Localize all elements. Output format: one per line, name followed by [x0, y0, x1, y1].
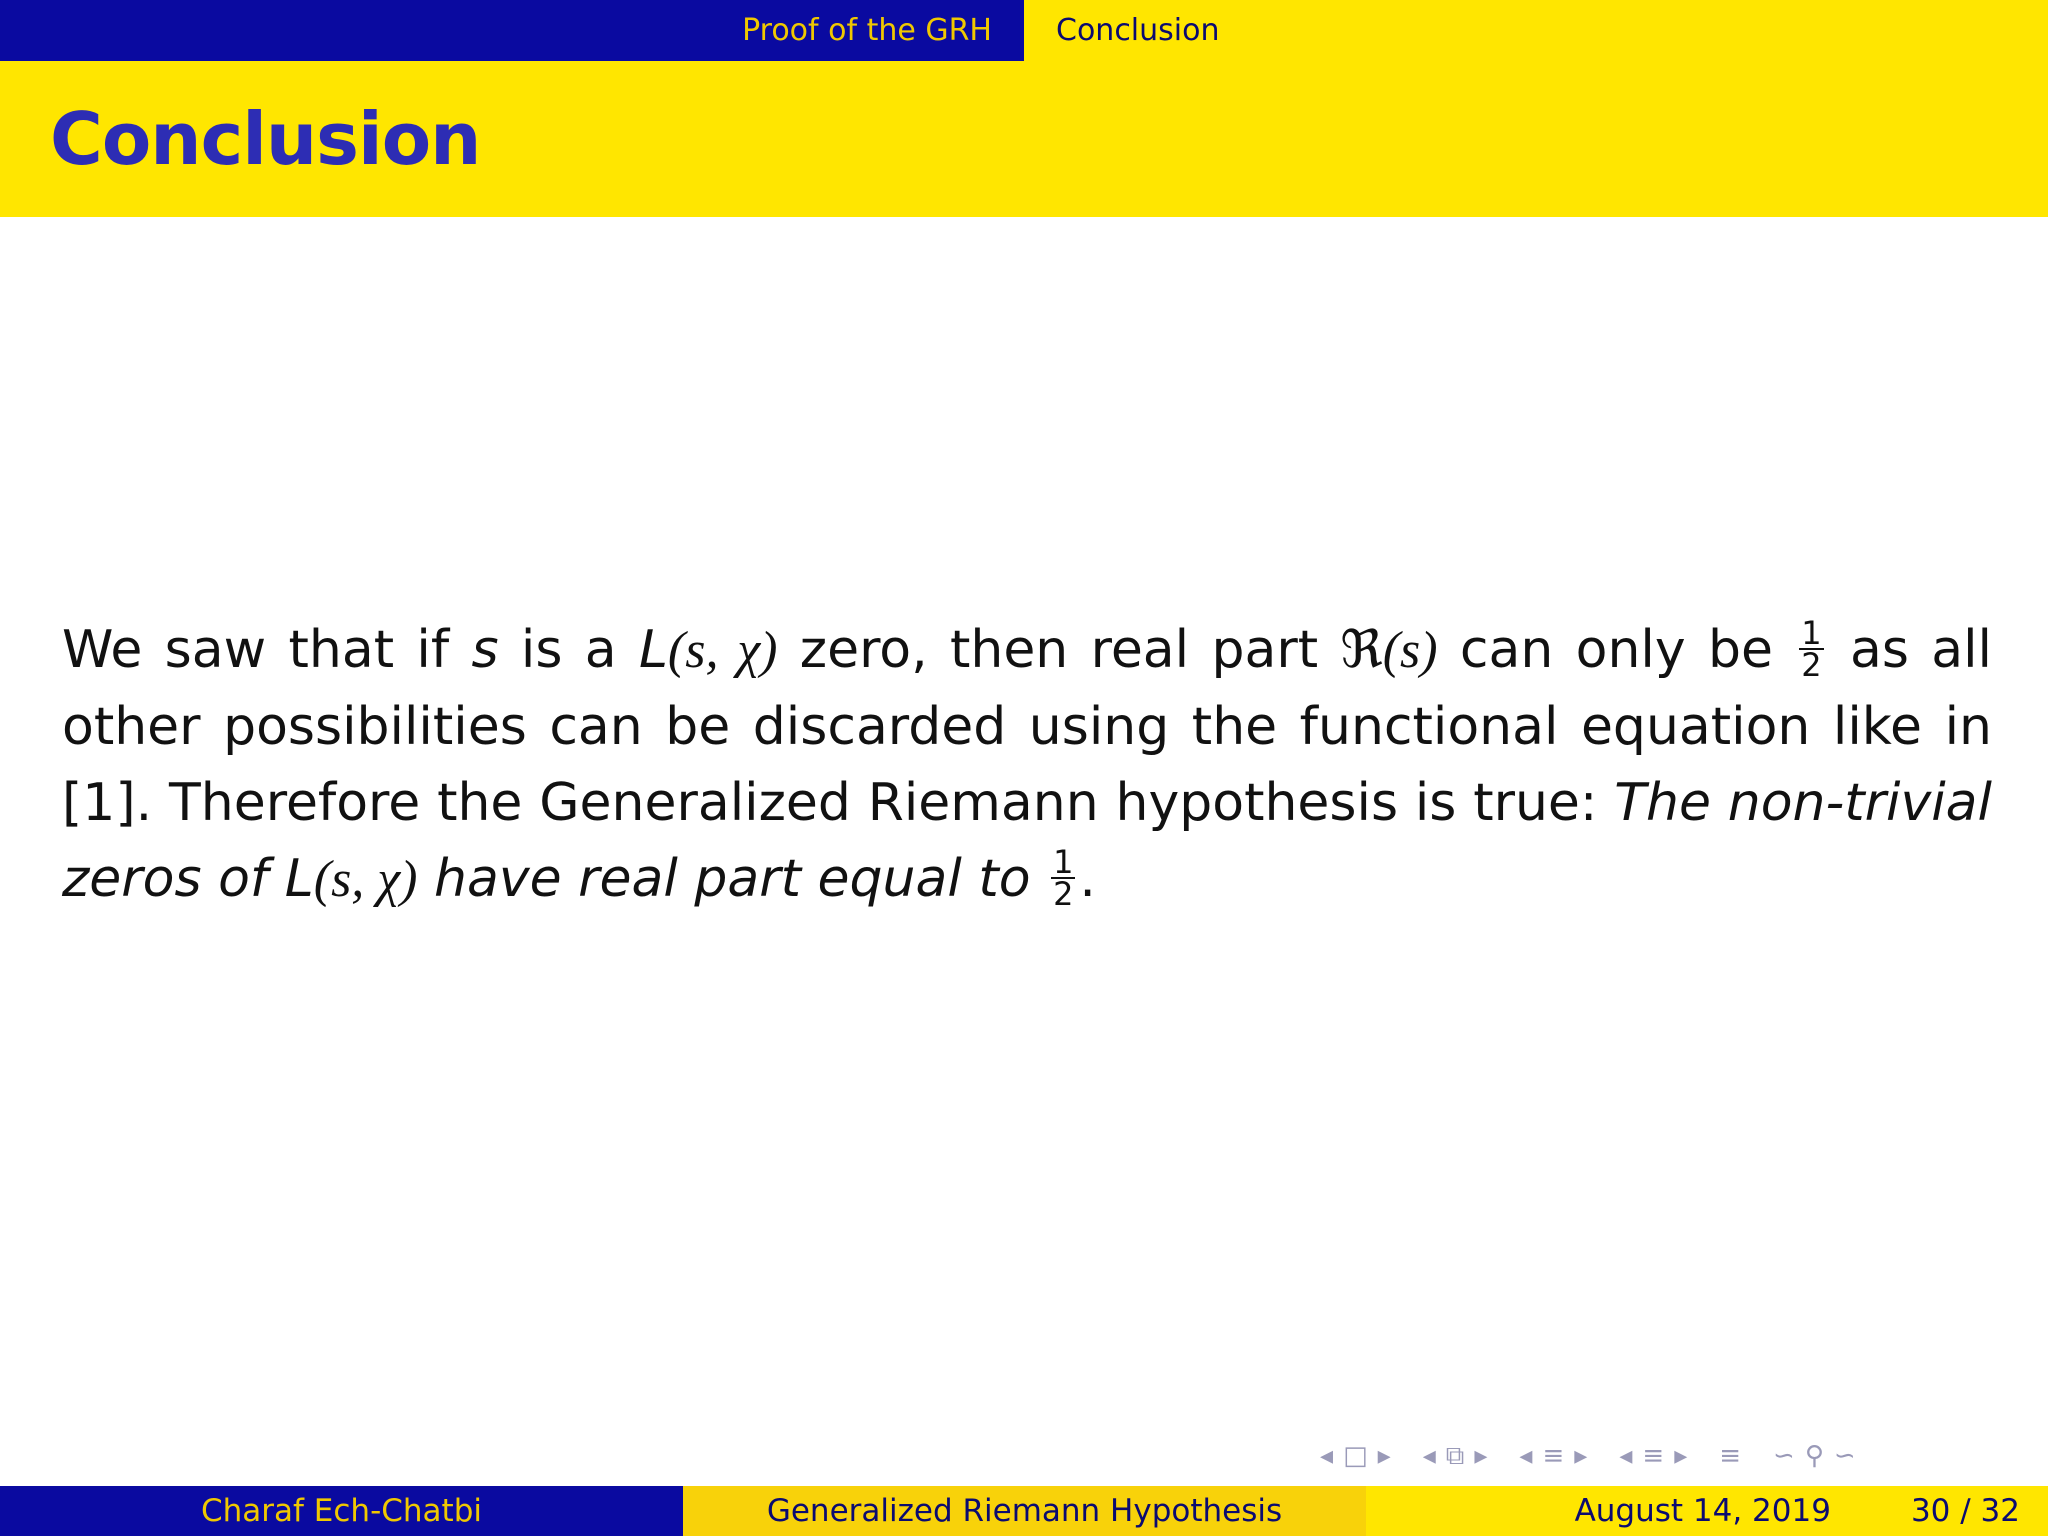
beamer-navigation-symbols — [1320, 1440, 2032, 1472]
math-s: s — [471, 620, 499, 680]
page-number: 30 / 32 — [1910, 1493, 2020, 1529]
top-nav-left — [0, 0, 1024, 61]
math-fraction-half — [1799, 614, 1823, 684]
top-nav-right — [1024, 0, 2048, 61]
body-text-1: We saw that if — [62, 620, 472, 680]
body-text-4: can only be — [1437, 620, 1796, 680]
fraction-denominator: 2 — [1053, 875, 1074, 913]
part-prev-icon[interactable]: ◂ — [1619, 1441, 1633, 1471]
footline — [0, 1486, 2048, 1536]
theorem-text-1: The non-trivial zeros of — [62, 773, 1992, 909]
frame-title: Conclusion — [50, 97, 481, 181]
search-icon[interactable]: ⚲ — [1804, 1441, 1824, 1471]
top-navigation-bar — [0, 0, 2048, 61]
nav-subsection-link[interactable]: Conclusion — [1056, 13, 1220, 48]
frame-title-bar — [0, 61, 2048, 217]
frame-icon[interactable]: □ — [1343, 1441, 1368, 1471]
body-text-end: . — [1079, 849, 1096, 909]
body-text-3: zero, then real part — [777, 620, 1341, 680]
part-icon[interactable]: ≡ — [1642, 1441, 1665, 1471]
section-next-icon[interactable]: ▸ — [1574, 1441, 1588, 1471]
body-paragraph — [62, 612, 1992, 918]
fraction-numerator: 1 — [1053, 843, 1074, 881]
subsection-next-icon[interactable]: ▸ — [1474, 1441, 1488, 1471]
author-name: Charaf Ech-Chatbi — [201, 1493, 482, 1529]
math-L: L — [638, 620, 668, 680]
footer-author — [0, 1486, 683, 1536]
nav-section-link[interactable]: Proof of the GRH — [742, 13, 992, 48]
search-back-icon[interactable]: ∽ — [1773, 1441, 1795, 1471]
math-real-part-symbol: ℜ — [1340, 622, 1383, 679]
body-text-2: is a — [498, 620, 639, 680]
subsection-icon[interactable]: ⧉ — [1445, 1440, 1465, 1471]
part-next-icon[interactable]: ▸ — [1674, 1441, 1688, 1471]
body-text-5: as all other possibilities can be discarded using the functional equation like in [1]. Therefore the Generalized Riemann hypothesis is true: — [62, 620, 1993, 833]
document-icon[interactable]: ≡ — [1719, 1441, 1742, 1471]
footer-title — [683, 1486, 1366, 1536]
presentation-title: Generalized Riemann Hypothesis — [766, 1493, 1283, 1529]
presentation-date: August 14, 2019 — [1574, 1493, 1831, 1529]
section-prev-icon[interactable]: ◂ — [1519, 1441, 1533, 1471]
math-args: (s, χ) — [313, 851, 418, 908]
fraction-denominator: 2 — [1801, 646, 1822, 684]
fraction-numerator: 1 — [1801, 614, 1822, 652]
search-forward-icon[interactable]: ∽ — [1833, 1441, 1856, 1471]
footer-date — [1366, 1486, 2048, 1536]
subsection-prev-icon[interactable]: ◂ — [1422, 1441, 1436, 1471]
section-icon[interactable]: ≡ — [1542, 1441, 1565, 1471]
math-fraction-half — [1051, 843, 1075, 913]
frame-prev-icon[interactable]: ◂ — [1320, 1441, 1334, 1471]
frame-next-icon[interactable]: ▸ — [1377, 1441, 1391, 1471]
theorem-text-2: have real part equal to — [417, 849, 1048, 909]
math-L: L — [284, 849, 314, 909]
math-args-s: (s) — [1382, 622, 1438, 679]
math-args: (s, χ) — [667, 622, 778, 679]
